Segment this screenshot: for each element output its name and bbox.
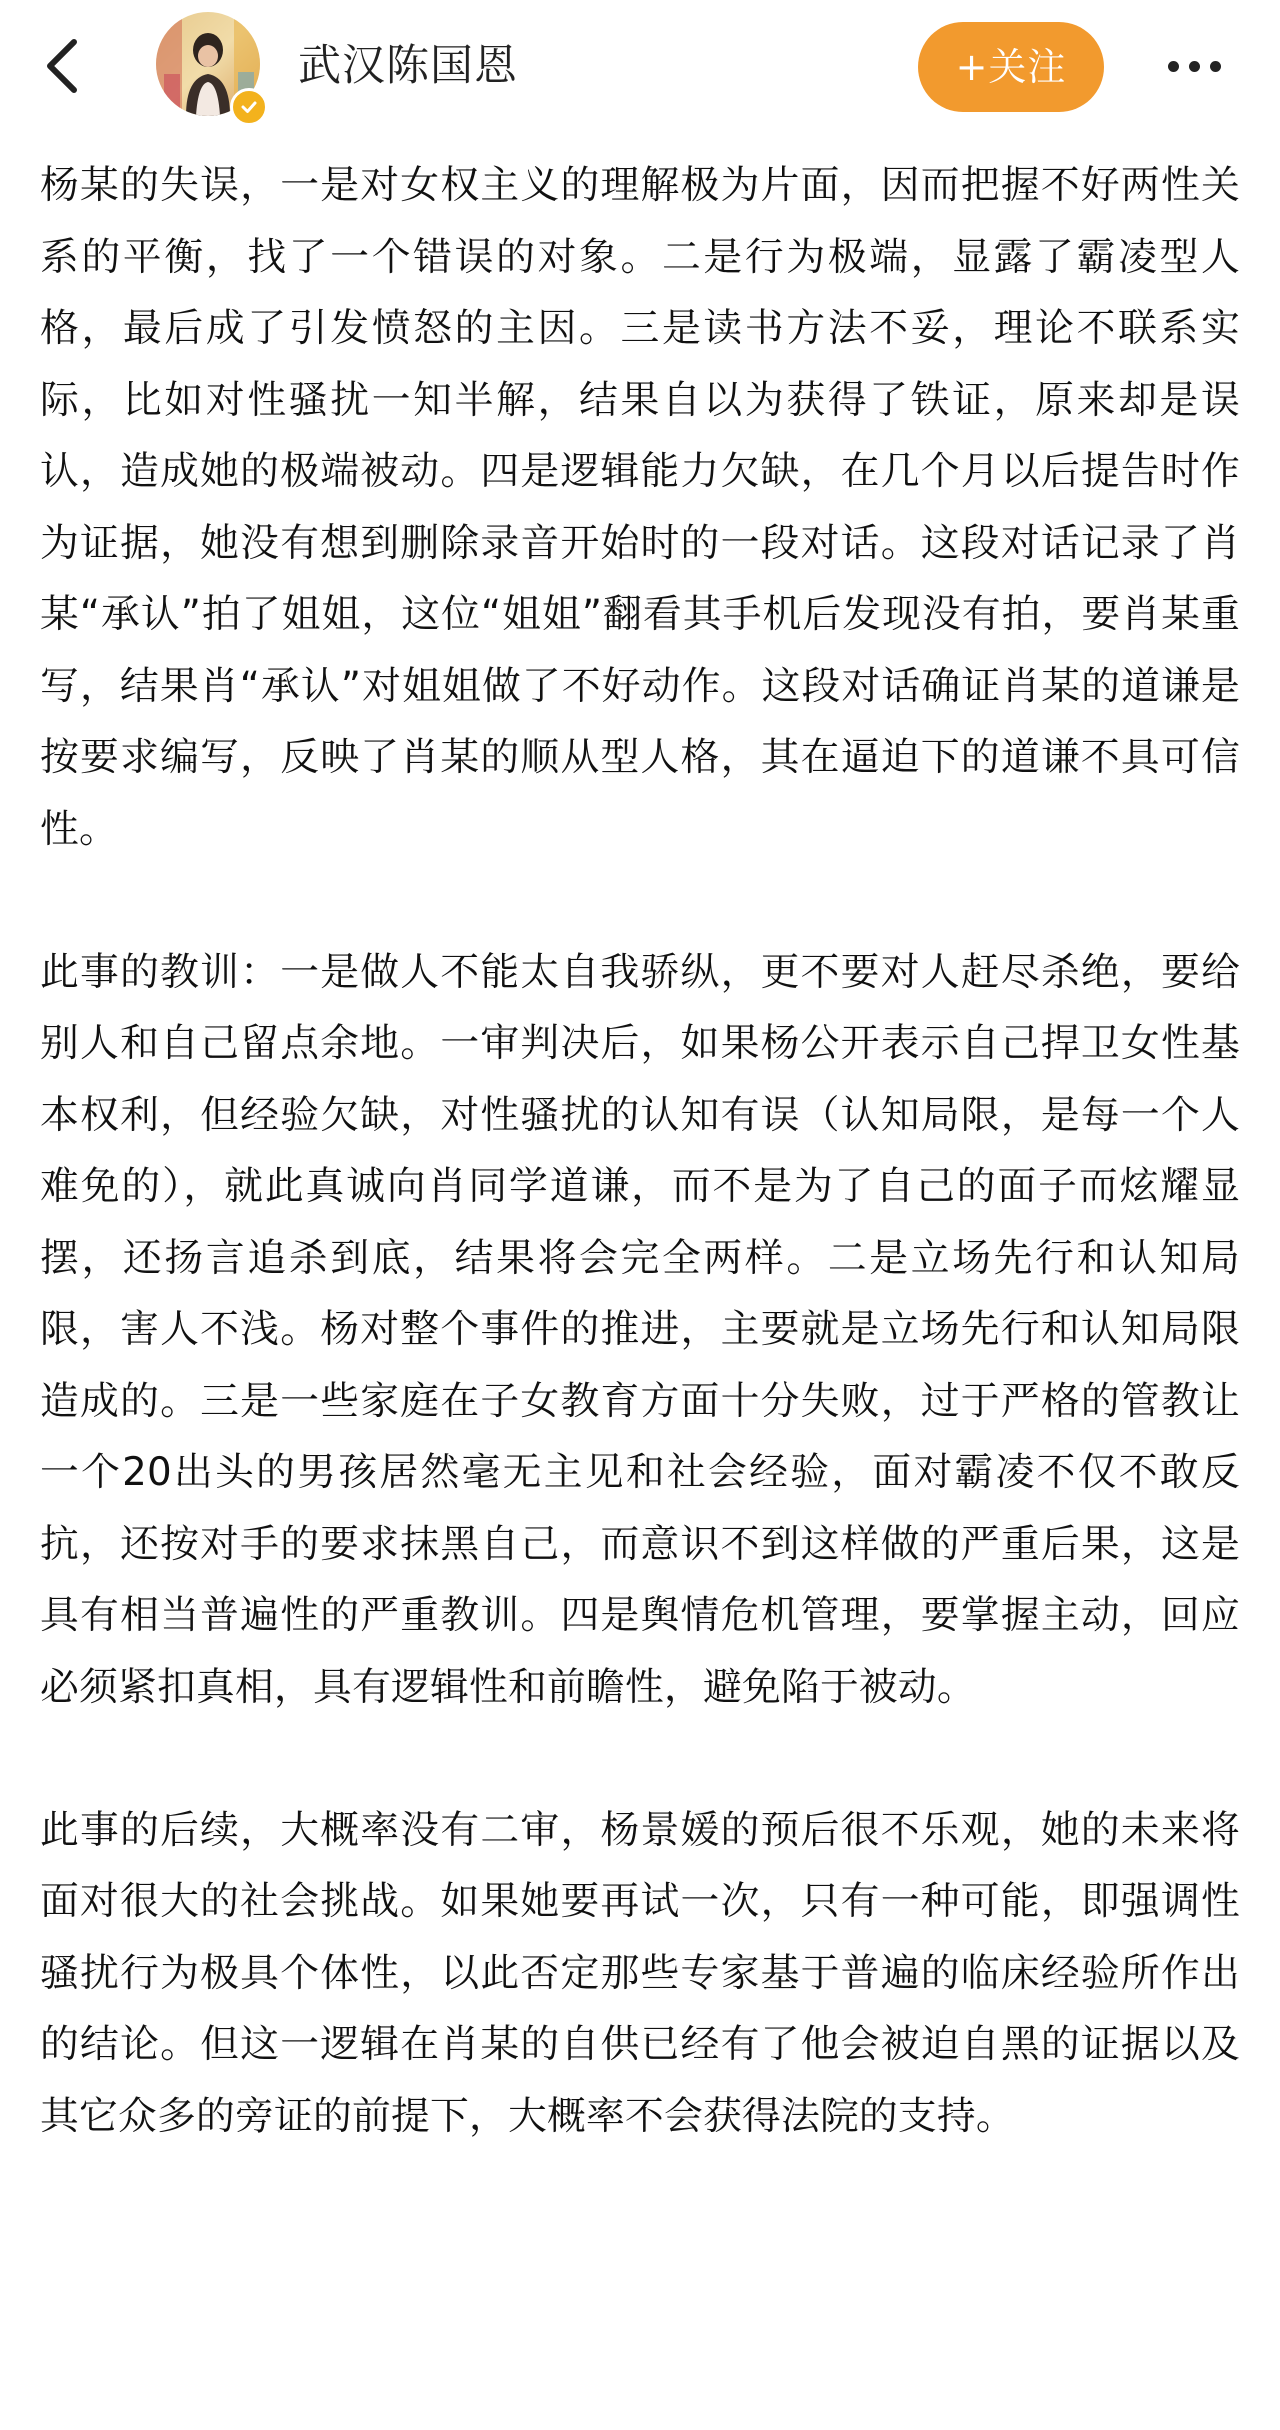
more-button[interactable] xyxy=(1152,40,1236,92)
follow-button[interactable]: +关注 xyxy=(918,22,1104,112)
post-paragraph: 杨某的失误，一是对女权主义的理解极为片面，因而把握不好两性关系的平衡，找了一个错误的对象。二是行为极端，显露了霸凌型人格，最后成了引发愤怒的主因。三是读书方法不妥，理论不联系实际，比如对性骚扰一知半解，结果自以为获得了铁证，原来却是误认，造成她的极端被动。四是逻辑能力欠缺，在几个月以后提告时作为证据，她没有想到删除录音开始时的一段对话。这段对话记录了肖某“承认”拍了姐姐，这位“姐姐”翻看其手机后发现没有拍，要肖某重写，结果肖“承认”对姐姐做了不好动作。这段对话确证肖某的道谦是按要求编写，反映了肖某的顺从型人格，其在逼迫下的道谦不具可信性。 xyxy=(40,163,1240,852)
verified-badge-icon xyxy=(230,88,268,126)
top-bar xyxy=(0,0,1280,132)
back-button[interactable] xyxy=(30,26,94,106)
username[interactable]: 武汉陈国恩 xyxy=(298,41,518,91)
more-dots-icon xyxy=(1189,61,1200,72)
post-body xyxy=(40,150,1240,2152)
more-dots-icon xyxy=(1210,61,1221,72)
more-dots-icon xyxy=(1168,61,1179,72)
chevron-left-icon xyxy=(42,36,82,96)
bottom-fade xyxy=(0,2340,1280,2430)
post-paragraph: 此事的教训：一是做人不能太自我骄纵，更不要对人赶尽杀绝，要给别人和自己留点余地。一审判决后，如果杨公开表示自己捍卫女性基本权利，但经验欠缺，对性骚扰的认知有误（认知局限，是每一个人难免的），就此真诚向肖同学道谦，而不是为了自己的面子而炫耀显摆，还扬言追杀到底，结果将会完全两样。二是立场先行和认知局限，害人不浅。杨对整个事件的推进，主要就是立场先行和认知局限造成的。三是一些家庭在子女教育方面十分失败，过于严格的管教让一个20出头的男孩居然毫无主见和社会经验，面对霸凌不仅不敢反抗，还按对手的要求抹黑自己，而意识不到这样做的严重后果，这是具有相当普遍性的严重教训。四是舆情危机管理，要掌握主动，回应必须紧扣真相，具有逻辑性和前瞻性，避免陷于被动。 xyxy=(40,949,1240,1710)
avatar-area[interactable] xyxy=(152,12,270,120)
post-paragraph: 此事的后续，大概率没有二审，杨景媛的预后很不乐观，她的未来将面对很大的社会挑战。如果她要再试一次，只有一种可能，即强调性骚扰行为极具个体性，以此否定那些专家基于普遍的临床经验所作出的结论。但这一逻辑在肖某的自供已经有了他会被迫自黑的证据以及其它众多的旁证的前提下，大概率不会获得法院的支持。 xyxy=(40,1807,1240,2139)
